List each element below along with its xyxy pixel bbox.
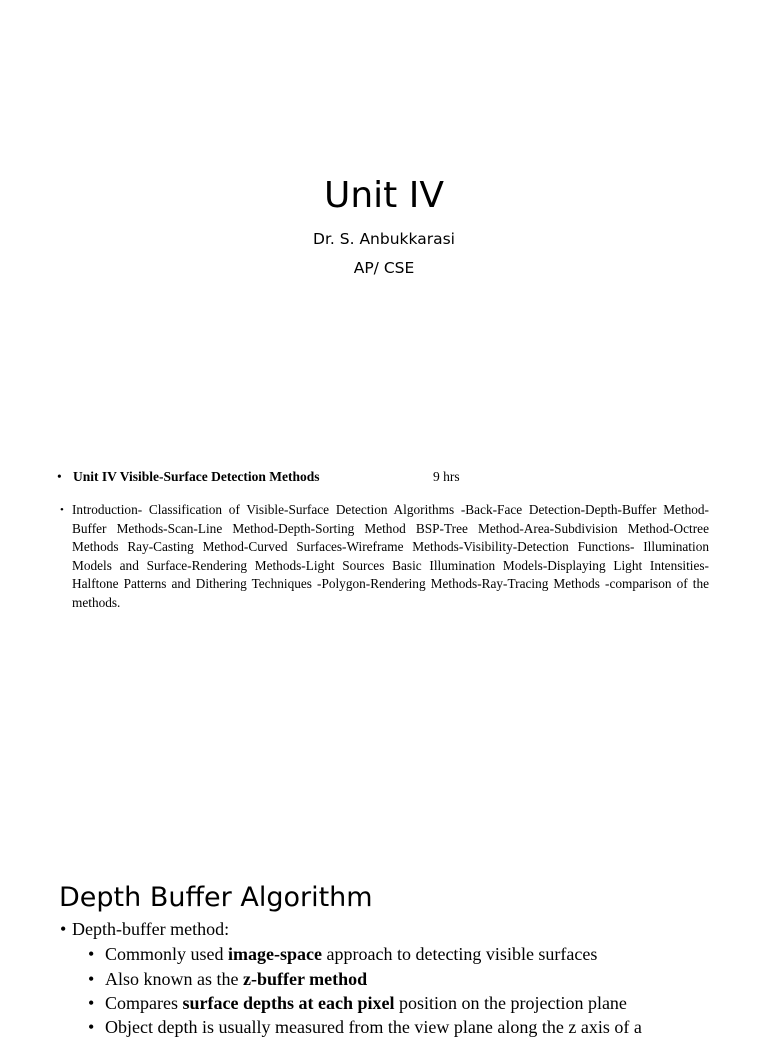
- bullet-marker: •: [60, 504, 64, 516]
- list-item-text: Also known as the: [105, 969, 243, 989]
- bullet-marker: •: [88, 944, 95, 964]
- bullet-marker: •: [60, 919, 67, 939]
- list-item-emphasis: image-space: [228, 944, 322, 964]
- list-item-main: [60, 917, 768, 941]
- list-item-text: approach to detecting visible surfaces: [322, 944, 598, 964]
- syllabus-heading-text: Unit IV Visible-Surface Detection Methods: [73, 469, 320, 484]
- bullet-marker: •: [88, 969, 95, 989]
- slide-title: Unit IV: [324, 175, 444, 216]
- list-item-emphasis: surface depths at each pixel: [182, 993, 395, 1013]
- list-item: [88, 967, 768, 991]
- list-item: [88, 1015, 768, 1039]
- bullet-marker: •: [88, 993, 95, 1013]
- list-item: [88, 991, 768, 1015]
- author-name: Dr. S. Anbukkarasi: [313, 230, 455, 248]
- bullet-marker: •: [88, 1017, 95, 1037]
- department-label: AP/ CSE: [353, 259, 415, 277]
- syllabus-slide: [0, 432, 768, 864]
- list-item-text: Commonly used: [105, 944, 229, 964]
- list-item-text: position on the projection plane: [394, 993, 627, 1013]
- list-item-text: Compares: [105, 993, 183, 1013]
- list-item-text: Object depth is usually measured from the view plane along the z axis of a: [105, 1017, 642, 1037]
- syllabus-heading: [57, 468, 717, 486]
- title-slide: [0, 0, 768, 432]
- bullet-marker: •: [57, 469, 62, 484]
- depth-buffer-title: Depth Buffer Algorithm: [59, 882, 373, 913]
- syllabus-hours: 9 hrs: [433, 469, 460, 484]
- list-item: [88, 942, 768, 966]
- syllabus-body: Introduction- Classification of Visible-Surface Detection Algorithms -Back-Face Detection-Depth-Buffer Method-Buffer Methods-Scan-Line Method-Depth-Sorting Method BSP-Tree Method-Area-Subdivision Method-Octree Methods Ray-Casting Method-Curved Surfaces-Wireframe Methods-Visibility-Detection Functions- Illumination Models and Surface-Rendering Methods-Light Sources Basic Illumination Models-Displaying Light Intensities-Halftone Patterns and Dithering Techniques -Polygon-Rendering Methods-Ray-Tracing Methods -comparison of the methods.: [72, 502, 709, 610]
- list-item-emphasis: z-buffer method: [243, 969, 368, 989]
- list-item-text: Depth-buffer method:: [72, 919, 230, 939]
